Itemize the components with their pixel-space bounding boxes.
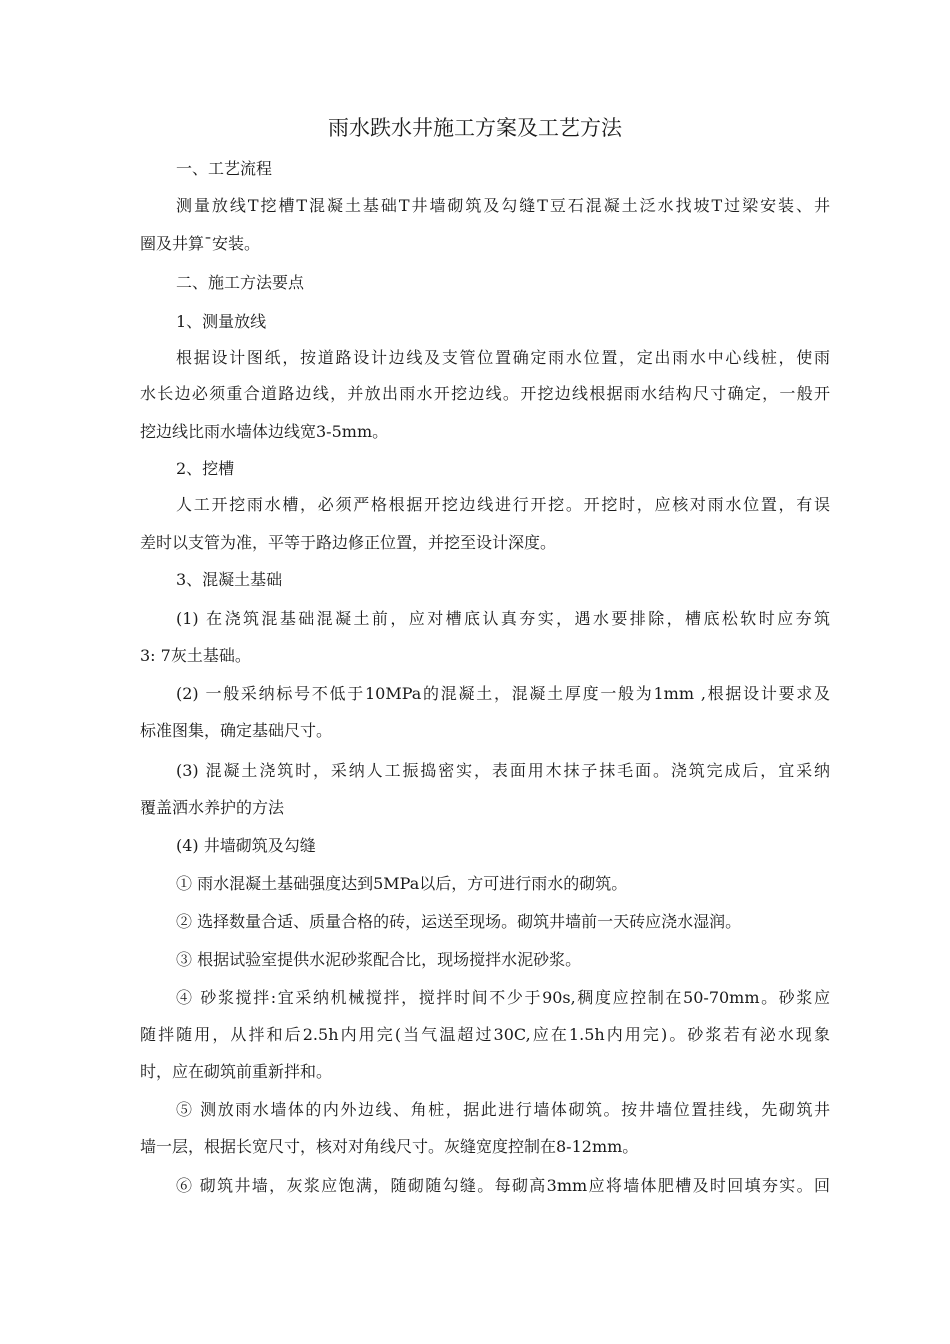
paragraph-line: (1) 在浇筑混基础混凝土前，应对槽底认真夯实，遇水要排除，槽底松软时应夯筑 <box>176 609 830 628</box>
paragraph-line: 3: 7灰土基础。 <box>140 646 251 665</box>
paragraph-line: (2) 一般采纳标号不低于10MPa的混凝土，混凝土厚度一般为1mm ,根据设计要求及 <box>176 684 830 703</box>
paragraph-line: 随拌随用，从拌和后2.5h内用完(当气温超过30C,应在1.5h内用完)。砂浆若有泌水现象 <box>140 1025 830 1044</box>
paragraph-line: 时，应在砌筑前重新拌和。 <box>140 1062 333 1081</box>
paragraph-line: 根据设计图纸，按道路设计边线及支管位置确定雨水位置，定出雨水中心线桩，使雨 <box>176 348 830 367</box>
list-item: ⑤ 测放雨水墙体的内外边线、角桩，据此进行墙体砌筑。按井墙位置挂线，先砌筑井 <box>176 1100 830 1119</box>
paragraph-line: 圈及井算ˉ安装。 <box>140 234 261 253</box>
paragraph-line: 差时以支管为准，平等于路边修正位置，并挖至设计深度。 <box>140 533 557 552</box>
paragraph-line: 覆盖洒水养护的方法 <box>140 798 285 817</box>
heading-concrete-foundation: 3、混凝土基础 <box>176 570 283 589</box>
paragraph-line: 墙一层，根据长宽尺寸，核对对角线尺寸。灰缝宽度控制在8-12mm。 <box>140 1137 639 1156</box>
list-item: ② 选择数量合适、质量合格的砖，运送至现场。砌筑井墙前一天砖应浇水湿润。 <box>176 912 742 931</box>
heading-process-flow: 一、工艺流程 <box>176 159 273 178</box>
list-item: ⑥ 砌筑井墙，灰浆应饱满，随砌随勾缝。每砌高3mm应将墙体肥槽及时回填夯实。回 <box>176 1176 830 1195</box>
heading-survey: 1、测量放线 <box>176 312 267 331</box>
heading-wall-masonry: (4) 井墙砌筑及勾缝 <box>176 836 316 855</box>
paragraph-line: (3) 混凝土浇筑时，采纳人工振捣密实，表面用木抹子抹毛面。浇筑完成后，宜采纳 <box>176 761 830 780</box>
paragraph-line: 人工开挖雨水槽，必须严格根据开挖边线进行开挖。开挖时，应核对雨水位置，有误 <box>176 495 830 514</box>
heading-construction-points: 二、施工方法要点 <box>176 273 305 292</box>
document-title: 雨水跌水井施工方案及工艺方法 <box>328 116 622 140</box>
heading-trenching: 2、挖槽 <box>176 459 235 478</box>
list-item: ① 雨水混凝土基础强度达到5MPa以后，方可进行雨水的砌筑。 <box>176 874 628 893</box>
paragraph-line: 标准图集，确定基础尺寸。 <box>140 721 333 740</box>
paragraph-line: 测量放线T挖槽T混凝土基础T井墙砌筑及勾缝T豆石混凝土泛水找坡T过梁安装、井 <box>176 196 830 215</box>
list-item: ③ 根据试验室提供水泥砂浆配合比，现场搅拌水泥砂浆。 <box>176 950 582 969</box>
list-item: ④ 砂浆搅拌:宜采纳机械搅拌，搅拌时间不少于90s,稠度应控制在50-70mm。砂浆应 <box>176 988 830 1007</box>
paragraph-line: 挖边线比雨水墙体边线宽3-5mm。 <box>140 422 389 441</box>
paragraph-line: 水长边必须重合道路边线，并放出雨水开挖边线。开挖边线根据雨水结构尺寸确定，一般开 <box>140 384 830 403</box>
